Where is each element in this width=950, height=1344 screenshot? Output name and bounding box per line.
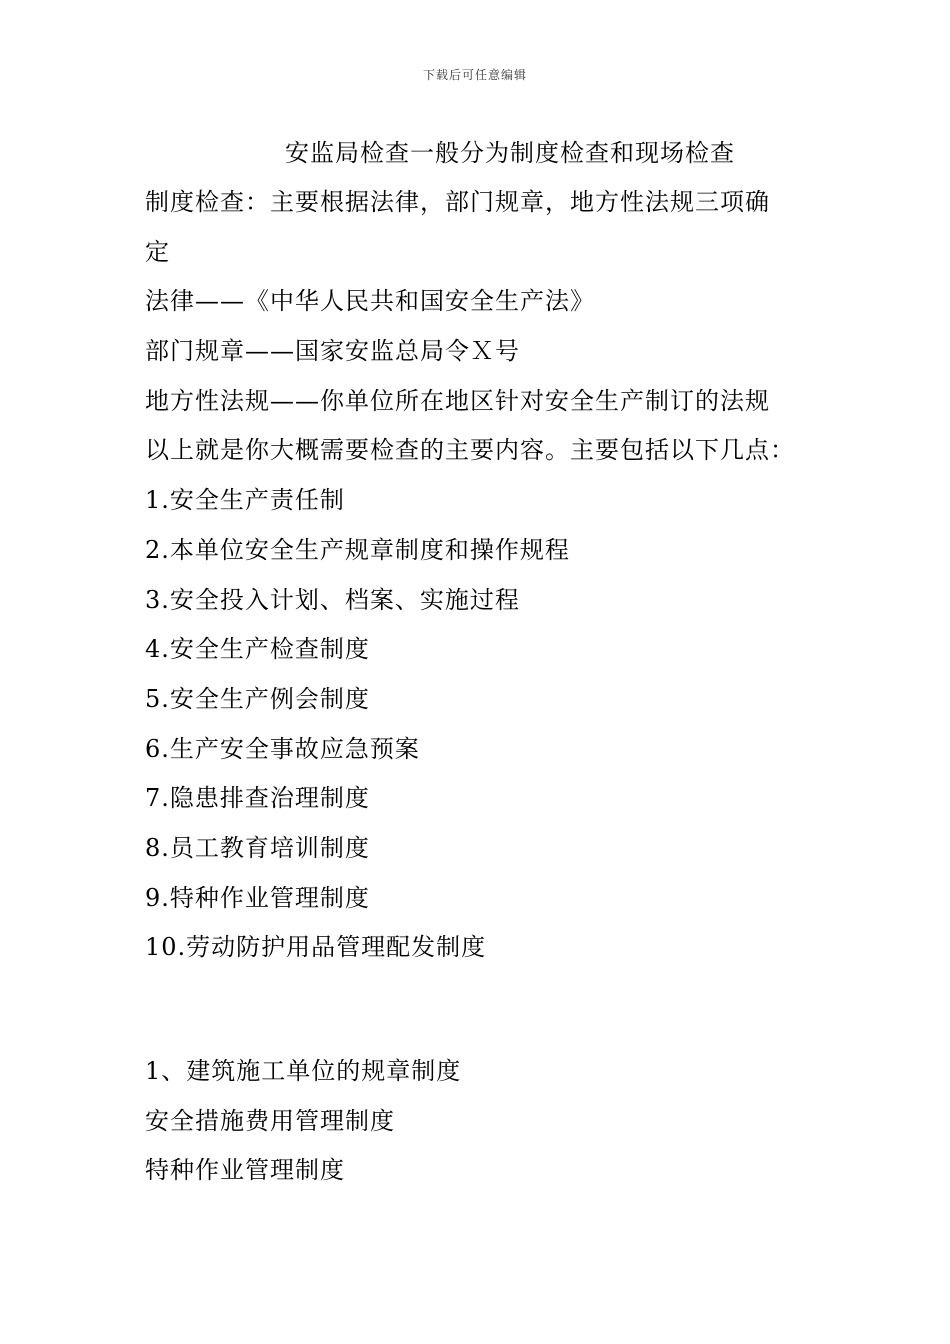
- intro-line-1: 制度检查：主要根据法律，部门规章，地方性法规三项确: [145, 188, 770, 216]
- page-header-note: 下载后可任意编辑: [422, 68, 527, 82]
- section-title: 1、建筑施工单位的规章制度: [145, 1057, 462, 1085]
- list-item: 2.本单位安全生产规章制度和操作规程: [145, 535, 570, 564]
- list-item: 6.生产安全事故应急预案: [145, 734, 420, 763]
- list-item: 10.劳动防护用品管理配发制度: [145, 933, 487, 962]
- summary-line: 以上就是你大概需要检查的主要内容。主要包括以下几点：: [145, 436, 795, 465]
- paragraph-spacer: [145, 973, 805, 1047]
- list-item: 1.安全生产责任制: [145, 486, 345, 515]
- checklist: [145, 476, 805, 973]
- law-line: 法律——《中华人民共和国安全生产法》: [145, 287, 595, 316]
- list-item: 3.安全投入计划、档案、实施过程: [145, 585, 520, 614]
- local-reg-line: 地方性法规——你单位所在地区针对安全生产制订的法规: [145, 386, 770, 415]
- list-item: 4.安全生产检查制度: [145, 635, 370, 664]
- document-title: 安监局检查一般分为制度检查和现场检查: [285, 139, 735, 167]
- document-body: [145, 128, 805, 1196]
- list-item: 7.隐患排查治理制度: [145, 784, 370, 813]
- section-list: [145, 1097, 805, 1196]
- intro-line-2: 定: [145, 237, 170, 266]
- section-item: 特种作业管理制度: [145, 1156, 345, 1185]
- list-item: 9.特种作业管理制度: [145, 883, 370, 912]
- list-item: 5.安全生产例会制度: [145, 684, 370, 713]
- section-item: 安全措施费用管理制度: [145, 1106, 395, 1135]
- dept-rule-line: 部门规章——国家安监总局令Ｘ号: [145, 337, 520, 366]
- list-item: 8.员工教育培训制度: [145, 833, 370, 862]
